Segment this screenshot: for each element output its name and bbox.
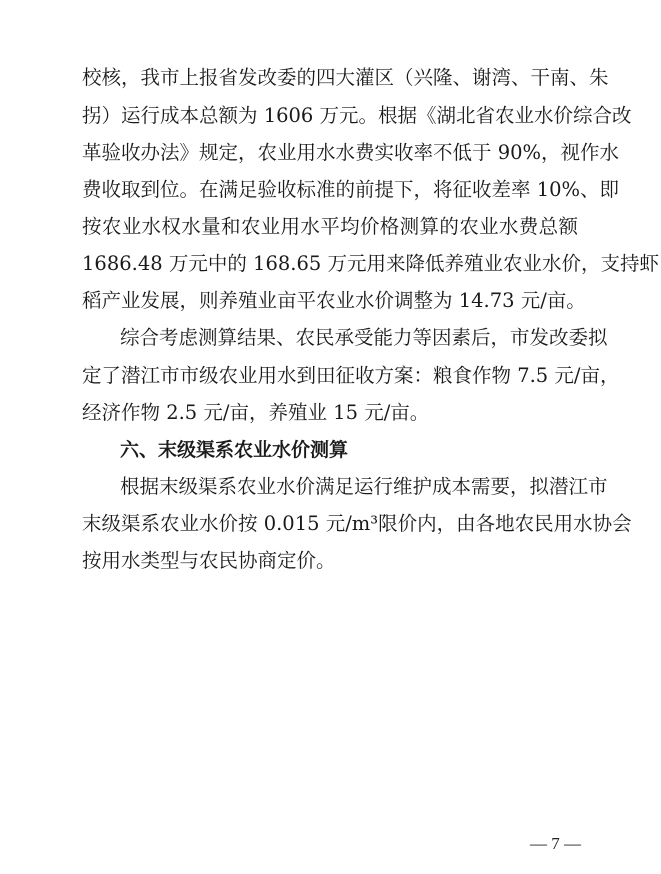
paragraph-1-line-5: 按农业水权水量和农业用水平均价格测算的农业水费总额 xyxy=(82,215,578,238)
paragraph-1-line-7: 稻产业发展，则养殖业亩平农业水价调整为 14.73 元/亩。 xyxy=(82,289,586,312)
section-heading: 六、末级渠系农业水价测算 xyxy=(120,439,349,461)
page-number: — 7 — xyxy=(530,834,581,853)
paragraph-2-line-2: 定了潜江市市级农业用水到田征收方案：粮食作物 7.5 元/亩， xyxy=(82,364,620,387)
paragraph-1-line-2: 拐）运行成本总额为 1606 万元。根据《湖北省农业水价综合改 xyxy=(82,104,632,127)
paragraph-2-line-3: 经济作物 2.5 元/亩，养殖业 15 元/亩。 xyxy=(82,401,430,424)
paragraph-1-line-4: 费收取到位。在满足验收标准的前提下，将征收差率 10%、即 xyxy=(82,178,620,201)
paragraph-2-line-1: 综合考虑测算结果、农民承受能力等因素后，市发改委拟 xyxy=(120,326,608,349)
paragraph-1-line-6: 1686.48 万元中的 168.65 万元用来降低养殖业农业水价，支持虾 xyxy=(82,252,659,275)
paragraph-3-line-3: 按用水类型与农民协商定价。 xyxy=(82,549,336,572)
paragraph-1-line-1: 校核，我市上报省发改委的四大灌区（兴隆、谢湾、干南、朱 xyxy=(82,66,609,89)
paragraph-1-line-3: 革验收办法》规定，农业用水水费实收率不低于 90%，视作水 xyxy=(82,141,620,164)
paragraph-3-line-1: 根据末级渠系农业水价满足运行维护成本需要，拟潜江市 xyxy=(120,475,608,498)
paragraph-3-line-2: 末级渠系农业水价按 0.015 元/m³限价内，由各地农民用水协会 xyxy=(82,512,632,535)
